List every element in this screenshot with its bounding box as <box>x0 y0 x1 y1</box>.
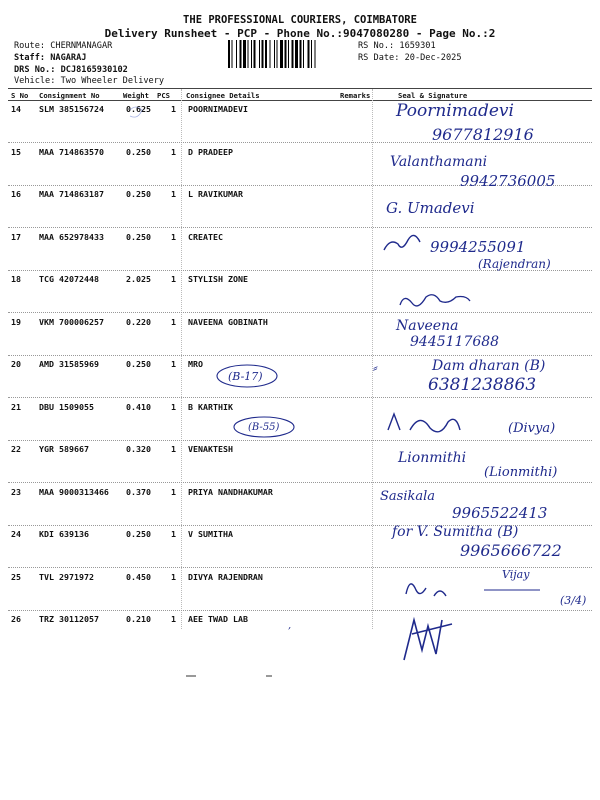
row-weight: 0.450 <box>126 572 151 582</box>
barcode-bar <box>240 40 242 68</box>
rs-date-line <box>358 53 462 63</box>
col-consignment-header: Consignment No <box>39 91 100 100</box>
rs-no-value: 1659301 <box>399 41 436 51</box>
hw-row20-note: (B-17) <box>228 370 263 383</box>
barcode-bar <box>295 40 298 68</box>
hw-row14-name: Poornimadevi <box>396 101 514 121</box>
row-sno: 19 <box>11 317 21 327</box>
row-weight: 0.250 <box>126 529 151 539</box>
table-row <box>0 487 600 499</box>
row-consignment: TVL 2971972 <box>39 572 94 582</box>
barcode-bar <box>311 40 312 68</box>
row-divider <box>8 482 592 483</box>
row-divider <box>8 270 592 271</box>
row-consignee: B KARTHIK <box>188 402 233 412</box>
route-value: CHERNMANAGAR <box>50 41 113 51</box>
row-pcs: 1 <box>171 487 176 497</box>
hw-row26-signature <box>404 620 452 660</box>
row-pcs: 1 <box>171 529 176 539</box>
row-weight: 0.250 <box>126 359 151 369</box>
table-row <box>0 232 600 244</box>
barcode-bar <box>292 40 294 68</box>
hw-row21-circle <box>234 417 294 437</box>
vehicle-line <box>14 76 164 86</box>
company-title: THE PROFESSIONAL COURIERS, COIMBATORE <box>183 14 417 26</box>
hw-row23-name: Sasikala <box>380 489 436 504</box>
table-row <box>0 402 600 414</box>
drs-label: DRS No.: <box>14 65 56 75</box>
row-weight: 0.250 <box>126 189 151 199</box>
row-weight: 0.210 <box>126 614 151 624</box>
row-consignment: VKM 700006257 <box>39 317 104 327</box>
row-consignment: TCG 42072448 <box>39 274 99 284</box>
row-consignee: STYLISH ZONE <box>188 274 248 284</box>
row-weight: 0.320 <box>126 444 151 454</box>
hw-row21-note: (B-55) <box>248 422 280 433</box>
row-consignee: D PRADEEP <box>188 147 233 157</box>
hw-row21-signature <box>388 414 460 432</box>
col-consignee-header: Consignee Details <box>186 91 260 100</box>
rs-no-line <box>358 41 436 51</box>
row-consignee: V SUMITHA <box>188 529 233 539</box>
hw-row16-name: G. Umadevi <box>386 199 475 217</box>
row-sno: 17 <box>11 232 21 242</box>
row-divider <box>8 355 592 356</box>
hw-row19-signature <box>400 295 470 306</box>
hw-row17-note: (Rajendran) <box>478 257 551 271</box>
row-consignment: TRZ 30112057 <box>39 614 99 624</box>
hw-row15-name: Valanthamani <box>390 154 488 170</box>
vehicle-label: Vehicle: <box>14 76 56 86</box>
row-divider <box>8 312 592 313</box>
row-consignment: YGR 589667 <box>39 444 89 454</box>
row-sno: 24 <box>11 529 21 539</box>
row-divider <box>8 440 592 441</box>
row-consignee: AEE TWAD LAB <box>188 614 248 624</box>
row-pcs: 1 <box>171 572 176 582</box>
barcode-bar <box>228 40 230 68</box>
hw-row20-mark: ⸗ <box>373 360 378 376</box>
barcode-bar <box>274 40 275 68</box>
ink-dot: , <box>288 620 292 631</box>
row-pcs: 1 <box>171 189 176 199</box>
barcode-bar <box>270 40 271 68</box>
barcode-bar <box>265 40 267 68</box>
header-top-rule <box>8 88 592 89</box>
row-sno: 15 <box>11 147 21 157</box>
col-sno-header: S No <box>11 91 29 100</box>
hw-row24-name: for V. Sumitha (B) <box>392 524 519 540</box>
barcode-bar <box>308 40 310 68</box>
barcode-bar <box>303 40 304 68</box>
header-bottom-rule <box>8 100 592 101</box>
rs-date-value: 20-Dec-2025 <box>404 53 462 63</box>
row-consignee: DIVYA RAJENDRAN <box>188 572 263 582</box>
runsheet-subtitle: Delivery Runsheet - PCP - Phone No.:9047080280 - Page No.:2 <box>104 27 496 40</box>
table-row <box>0 572 600 584</box>
table-row <box>0 274 600 286</box>
row-sno: 18 <box>11 274 21 284</box>
hw-row17-phone: 9994255091 <box>430 238 526 256</box>
row-consignment: KDI 639136 <box>39 529 89 539</box>
row-sno: 16 <box>11 189 21 199</box>
row-weight: 0.370 <box>126 487 151 497</box>
row-consignment: MAA 714863570 <box>39 147 104 157</box>
row-pcs: 1 <box>171 274 176 284</box>
rs-no-label: RS No.: <box>358 41 395 51</box>
rs-date-label: RS Date: <box>358 53 400 63</box>
barcode-bar <box>243 40 246 68</box>
hw-row14-phone: 9677812916 <box>432 125 534 144</box>
row-consignment: SLM 385156724 <box>39 104 104 114</box>
row-divider <box>8 185 592 186</box>
row-weight: 0.625 <box>126 104 151 114</box>
row-divider <box>8 567 592 568</box>
barcode-bar <box>288 40 289 68</box>
barcode-bar <box>251 40 252 68</box>
row-consignment: MAA 652978433 <box>39 232 104 242</box>
row-consignee: VENAKTESH <box>188 444 233 454</box>
row-weight: 2.025 <box>126 274 151 284</box>
table-row <box>0 359 600 371</box>
drs-barcode <box>228 40 352 68</box>
table-row <box>0 317 600 329</box>
row-pcs: 1 <box>171 232 176 242</box>
row-consignee: CREATEC <box>188 232 223 242</box>
table-row <box>0 104 600 116</box>
hw-row19-name: Naveena <box>396 318 459 334</box>
staff-line <box>14 53 86 63</box>
row-sno: 25 <box>11 572 21 582</box>
hw-row20-name: Dam dharan (B) <box>432 358 546 374</box>
row-consignment: MAA 9000313466 <box>39 487 109 497</box>
barcode-bar <box>232 40 233 68</box>
drs-value: DCJ8165930102 <box>60 65 128 75</box>
vehicle-value: Two Wheeler Delivery <box>60 76 165 86</box>
row-divider <box>8 397 592 398</box>
barcode-bar <box>259 40 260 68</box>
route-label: Route: <box>14 41 46 51</box>
row-weight: 0.220 <box>126 317 151 327</box>
row-pcs: 1 <box>171 614 176 624</box>
hw-row24-phone: 9965666722 <box>460 541 562 560</box>
drs-line <box>14 65 128 75</box>
row-consignment: MAA 714863187 <box>39 189 104 199</box>
row-consignee: MRO <box>188 359 203 369</box>
barcode-bar <box>285 40 287 68</box>
staff-value: NAGARAJ <box>50 53 87 63</box>
row-weight: 0.250 <box>126 232 151 242</box>
hw-row25-name: Vijay <box>502 568 530 581</box>
row-divider <box>8 227 592 228</box>
staff-label: Staff: <box>14 53 46 63</box>
barcode-bar <box>262 40 264 68</box>
hw-row19-phone: 9445117688 <box>410 334 500 350</box>
col-weight-header: Weight <box>123 91 149 100</box>
row-sno: 26 <box>11 614 21 624</box>
barcode-bar <box>236 40 237 68</box>
table-row <box>0 614 600 626</box>
row-divider <box>8 525 592 526</box>
row-weight: 0.250 <box>126 147 151 157</box>
row-weight: 0.410 <box>126 402 151 412</box>
barcode-bar <box>254 40 256 68</box>
row-consignment: AMD 31585969 <box>39 359 99 369</box>
barcode-bar <box>277 40 278 68</box>
barcode-bar <box>248 40 249 68</box>
table-row <box>0 444 600 456</box>
row-pcs: 1 <box>171 444 176 454</box>
barcode-bar <box>300 40 302 68</box>
row-pcs: 1 <box>171 104 176 114</box>
row-sno: 20 <box>11 359 21 369</box>
table-row <box>0 529 600 541</box>
row-consignee: POORNIMADEVI <box>188 104 248 114</box>
hw-row15-phone: 9942736005 <box>460 172 556 190</box>
row-sno: 14 <box>11 104 21 114</box>
row-pcs: 1 <box>171 359 176 369</box>
row-divider <box>8 142 592 143</box>
hw-row25-signature <box>406 584 446 596</box>
barcode-bar <box>315 40 316 68</box>
hw-row20-phone: 6381238863 <box>428 375 537 395</box>
hw-row22-name: Lionmithi <box>398 450 467 466</box>
table-row <box>0 189 600 201</box>
row-consignee: NAVEENA GOBINATH <box>188 317 268 327</box>
row-consignee: L RAVIKUMAR <box>188 189 243 199</box>
hw-row21-name: (Divya) <box>508 421 556 436</box>
row-sno: 21 <box>11 402 21 412</box>
row-divider <box>8 610 592 611</box>
row-pcs: 1 <box>171 147 176 157</box>
barcode-bar <box>280 40 283 68</box>
row-sno: 23 <box>11 487 21 497</box>
hw-row22-note: (Lionmithi) <box>484 465 558 480</box>
row-consignment: DBU 1509055 <box>39 402 94 412</box>
row-sno: 22 <box>11 444 21 454</box>
row-consignee: PRIYA NANDHAKUMAR <box>188 487 273 497</box>
hw-row23-phone: 9965522413 <box>452 504 548 522</box>
col-remarks-header: Remarks <box>340 91 371 100</box>
route-line <box>14 41 112 51</box>
row-pcs: 1 <box>171 317 176 327</box>
hw-row25-note: (3/4) <box>560 594 587 607</box>
row-pcs: 1 <box>171 402 176 412</box>
table-row <box>0 147 600 159</box>
col-seal-header: Seal & Signature <box>398 91 468 100</box>
col-pcs-header: PCS <box>157 91 170 100</box>
